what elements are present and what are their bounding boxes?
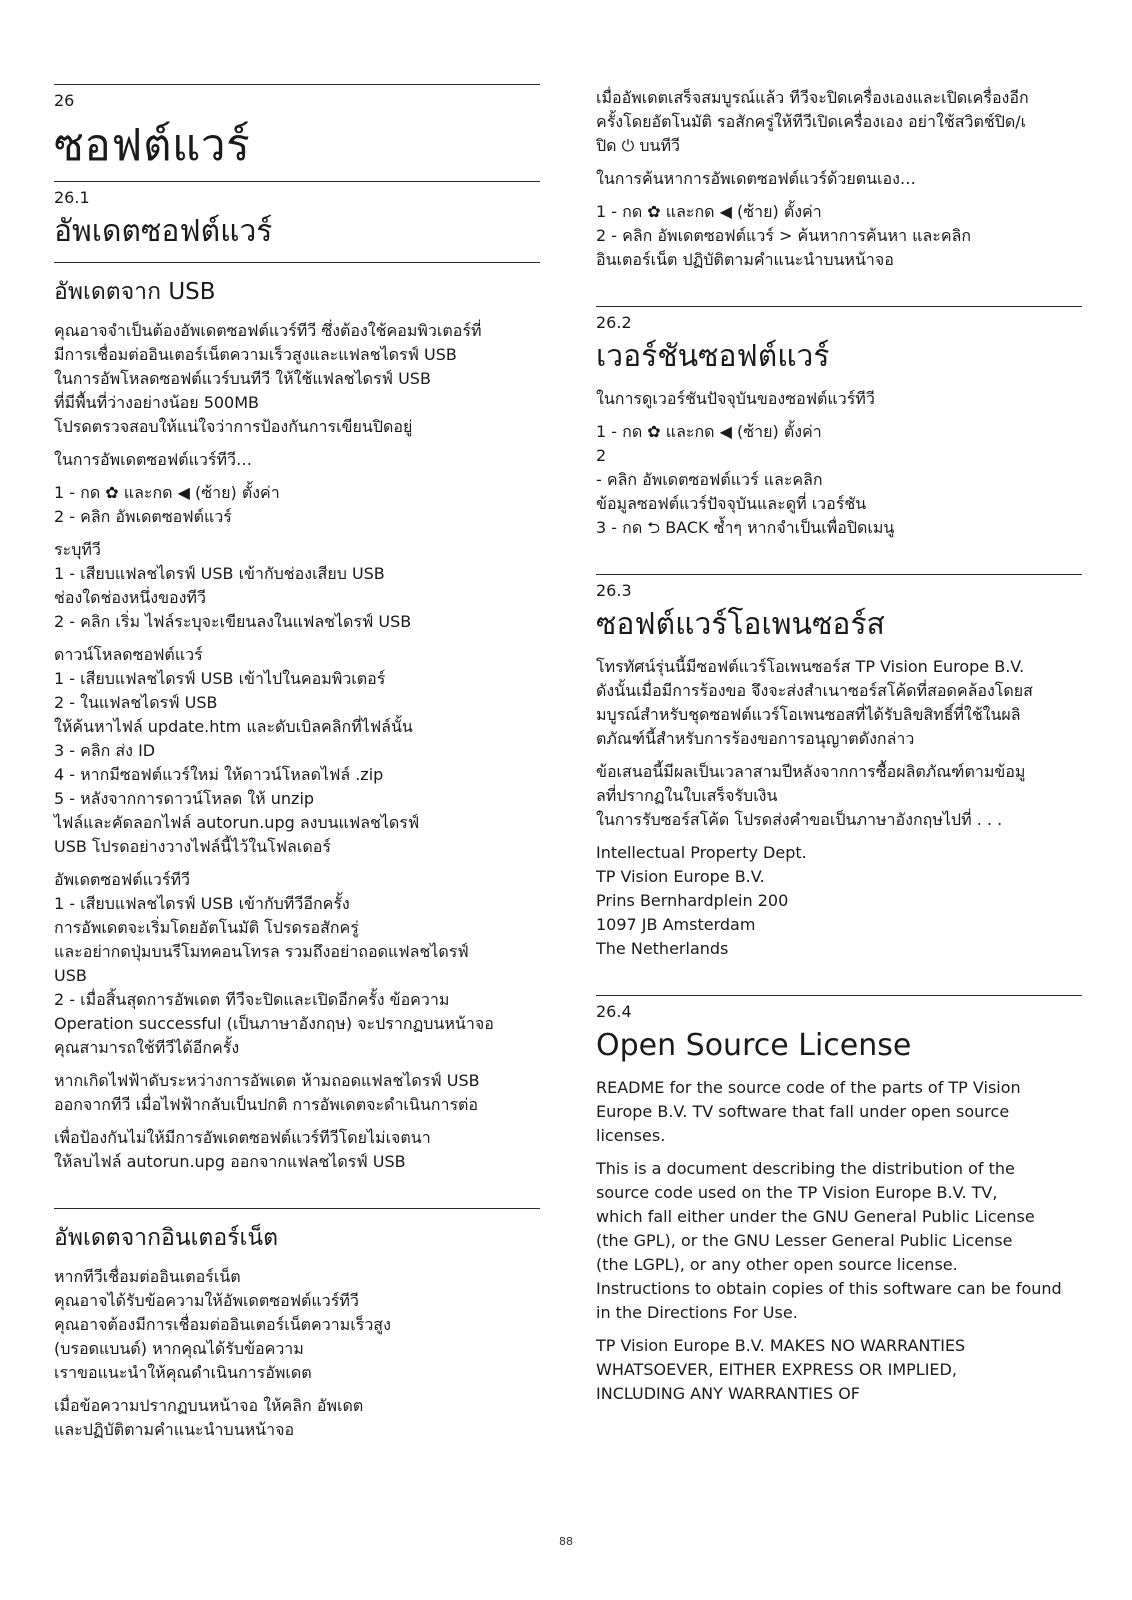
section-title: อัพเดตซอฟต์แวร์: [54, 214, 273, 249]
divider: [54, 181, 540, 182]
paragraph: This is a document describing the distribution of the source code used on the TP Vision Europe B.V. TV, which fall either under the GNU General Public License (the GPL), or the GNU Lesser General Public License (the LGPL), or any other open source license. Instructions to obtain copies of this software can be found in the Directions For Use.: [596, 1159, 1062, 1322]
left-column: [54, 0, 540, 1451]
paragraph: 1 - กด ✿ และกด ◀ (ซ้าย) ตั้งค่า 2 - คลิก อัพเดตซอฟต์แวร์ และคลิก ข้อมูลซอฟต์แวร์ปัจจุบันและดูที่ เวอร์ชัน 3 - กด ⮌ BACK ซ้ำๆ หากจำเป็นเพื่อปิดเมนู: [596, 422, 895, 537]
paragraph: คุณอาจจำเป็นต้องอัพเดตซอฟต์แวร์ทีวี ซึ่งต้องใช้คอมพิวเตอร์ที่ มีการเชื่อมต่ออินเตอร์เน็ตความเร็วสูงและแฟลชไดรฟ์ USB ในการอัพโหลดซอฟต์แวร์บนทีวี ให้ใช้แฟลชไดรฟ์ USB ที่มีพื้นที่ว่างอย่างน้อย 500MB โปรดตรวจสอบให้แน่ใจว่าการป้องกันการเขียนปิดอยู่: [54, 321, 482, 436]
page-number: 88: [559, 1535, 573, 1548]
paragraph: Intellectual Property Dept. TP Vision Europe B.V. Prins Bernhardplein 200 1097 JB Amsterdam The Netherlands: [596, 843, 807, 958]
divider: [596, 574, 1082, 575]
section-number: 26.2: [596, 313, 632, 332]
paragraph: เมื่อข้อความปรากฏบนหน้าจอ ให้คลิก อัพเดต และปฏิบัติตามคำแนะนำบนหน้าจอ: [54, 1396, 364, 1439]
section-title: ซอฟต์แวร์โอเพนซอร์ส: [596, 607, 885, 642]
paragraph: เมื่ออัพเดตเสร็จสมบูรณ์แล้ว ทีวีจะปิดเครื่องเองและเปิดเครื่องอีก ครั้งโดยอัตโนมัติ รอสักครู่ให้ทีวีเปิดเครื่องเอง อย่าใช้สวิตช์ปิด/เ ปิด ⏻ บนทีวี: [596, 88, 1029, 155]
divider: [54, 84, 540, 85]
right-column: [596, 0, 1082, 1415]
subsection-title-internet: อัพเดตจากอินเตอร์เน็ต: [54, 1225, 279, 1251]
paragraph: ในการดูเวอร์ชันปัจจุบันของซอฟต์แวร์ทีวี: [596, 389, 875, 408]
paragraph: หากทีวีเชื่อมต่ออินเตอร์เน็ต คุณอาจได้รับข้อความให้อัพเดตซอฟต์แวร์ทีวี คุณอาจต้องมีการเชื่อมต่ออินเตอร์เน็ตความเร็วสูง (บรอดแบนด์) หากคุณได้รับข้อความ เราขอแนะนำให้คุณดำเนินการอัพเดต: [54, 1267, 391, 1382]
paragraph: หากเกิดไฟฟ้าดับระหว่างการอัพเดต ห้ามถอดแฟลชไดรฟ์ USB ออกจากทีวี เมื่อไฟฟ้ากลับเป็นปกติ การอัพเดตจะดำเนินการต่อ: [54, 1071, 480, 1114]
section-number: 26.3: [596, 581, 632, 600]
divider: [596, 995, 1082, 996]
paragraph: เพื่อป้องกันไม่ให้มีการอัพเดตซอฟต์แวร์ทีวีโดยไม่เจตนา ให้ลบไฟล์ autorun.upg ออกจากแฟลชไดรฟ์ USB: [54, 1128, 431, 1171]
subsection-title-usb: อัพเดตจาก USB: [54, 279, 216, 305]
paragraph: ข้อเสนอนี้มีผลเป็นเวลาสามปีหลังจากการซื้อผลิตภัณฑ์ตามข้อมู ลที่ปรากฏในใบเสร็จรับเงิน ในการรับซอร์สโค้ด โปรดส่งคำขอเป็นภาษาอังกฤษไปที่ . . .: [596, 762, 1026, 829]
paragraph: ดาวน์โหลดซอฟต์แวร์ 1 - เสียบแฟลชไดรฟ์ USB เข้าไปในคอมพิวเตอร์ 2 - ในแฟลชไดรฟ์ USB ให้ค้นหาไฟล์ update.htm และดับเบิลคลิกที่ไฟล์นั้น 3 - คลิก ส่ง ID 4 - หากมีซอฟต์แวร์ใหม่ ให้ดาวน์โหลดไฟล์ .zip 5 - หลังจากการดาวน์โหลด ให้ unzip ไฟล์และคัดลอกไฟล์ autorun.upg ลงบนแฟลชไดรฟ์ USB โปรดอย่างวางไฟล์นี้ไว้ในโฟลเดอร์: [54, 645, 420, 856]
paragraph: โทรทัศน์รุ่นนี้มีซอฟต์แวร์โอเพนซอร์ส TP Vision Europe B.V. ดังนั้นเมื่อมีการร้องขอ จึงจะส่งสำเนาซอร์สโค้ดที่สอดคล้องโดยส มบูรณ์สำหรับชุดซอฟต์แวร์โอเพนซอสที่ได้รับลิขสิทธิ์ที่ใช้ในผลิ ตภัณฑ์นี้สำหรับการร้องขอการอนุญาตดังกล่าว: [596, 657, 1033, 748]
paragraph: TP Vision Europe B.V. MAKES NO WARRANTIES WHATSOEVER, EITHER EXPRESS OR IMPLIED, INCLUDING ANY WARRANTIES OF: [596, 1336, 966, 1403]
chapter-number: 26: [54, 91, 75, 110]
paragraph: 1 - กด ✿ และกด ◀ (ซ้าย) ตั้งค่า 2 - คลิก อัพเดตซอฟต์แวร์: [54, 483, 280, 526]
paragraph: ในการค้นหาการอัพเดตซอฟต์แวร์ด้วยตนเอง…: [596, 169, 916, 188]
section-title: Open Source License: [596, 1028, 912, 1063]
paragraph: ในการอัพเดตซอฟต์แวร์ทีวี…: [54, 450, 253, 469]
paragraph: อัพเดตซอฟต์แวร์ทีวี 1 - เสียบแฟลชไดรฟ์ USB เข้ากับทีวีอีกครั้ง การอัพเดตจะเริ่มโดยอัตโนมัติ โปรดรอสักครู่ และอย่ากดปุ่มบนรีโมทคอนโทรล รวมถึงอย่าถอดแฟลชไดรฟ์ USB 2 - เมื่อสิ้นสุดการอัพเดต ทีวีจะปิดและเปิดอีกครั้ง ข้อความ Operation successful (เป็นภาษาอังกฤษ) จะปรากฏบนหน้าจอ คุณสามารถใช้ทีวีได้อีกครั้ง: [54, 870, 494, 1057]
chapter-title: ซอฟต์แวร์: [54, 120, 251, 171]
divider: [596, 306, 1082, 307]
section-number: 26.1: [54, 188, 90, 207]
paragraph: 1 - กด ✿ และกด ◀ (ซ้าย) ตั้งค่า 2 - คลิก อัพเดตซอฟต์แวร์ > ค้นหาการค้นหา และคลิก อินเตอร์เน็ต ปฏิบัติตามคำแนะนำบนหน้าจอ: [596, 202, 972, 269]
section-title: เวอร์ชันซอฟต์แวร์: [596, 339, 830, 374]
divider: [54, 1208, 540, 1209]
paragraph: ระบุทีวี 1 - เสียบแฟลชไดรฟ์ USB เข้ากับช่องเสียบ USB ช่องใดช่องหนึ่งของทีวี 2 - คลิก เริ่ม ไฟล์ระบุจะเขียนลงในแฟลชไดรฟ์ USB: [54, 540, 412, 631]
section-number: 26.4: [596, 1002, 632, 1021]
paragraph: README for the source code of the parts of TP Vision Europe B.V. TV software that fall under open source licenses.: [596, 1078, 1021, 1145]
divider: [54, 262, 540, 263]
